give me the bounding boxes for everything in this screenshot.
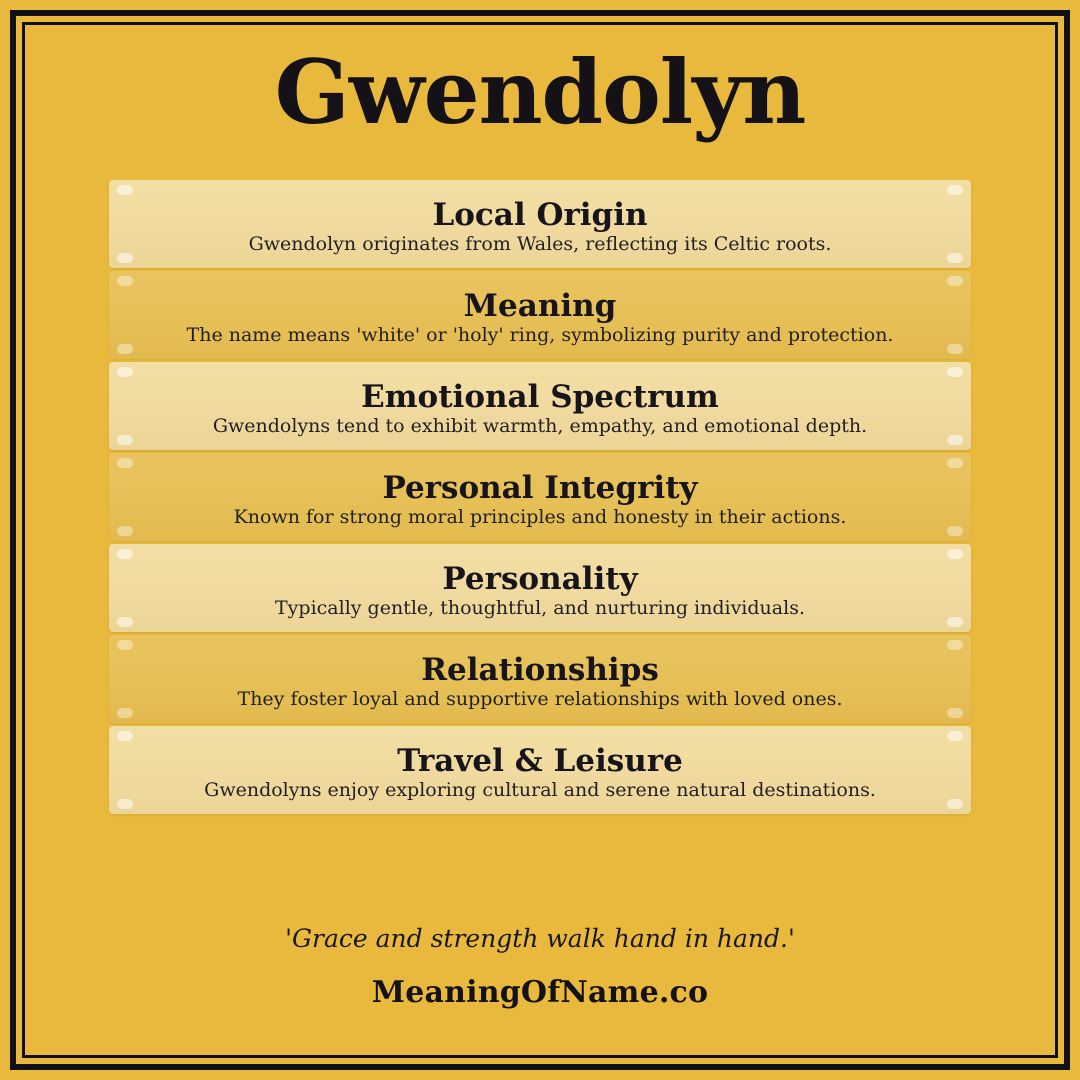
corner-dot-icon	[947, 344, 963, 354]
footer	[34, 924, 1046, 1046]
attribute-description: The name means 'white' or 'holy' ring, symbolizing purity and protection.	[186, 323, 894, 346]
page-title: Gwendolyn	[274, 40, 806, 144]
quote-text: 'Grace and strength walk hand in hand.'	[285, 924, 795, 953]
list-item	[109, 362, 971, 450]
attribute-title: Relationships	[421, 652, 659, 689]
corner-dot-icon	[117, 253, 133, 263]
corner-dot-icon	[947, 435, 963, 445]
corner-dot-icon	[947, 708, 963, 718]
corner-dot-icon	[117, 276, 133, 286]
attribute-title: Emotional Spectrum	[361, 379, 719, 416]
corner-dot-icon	[117, 185, 133, 195]
corner-dot-icon	[947, 799, 963, 809]
corner-dot-icon	[947, 367, 963, 377]
attribute-description: Known for strong moral principles and honesty in their actions.	[233, 505, 847, 528]
corner-dot-icon	[947, 526, 963, 536]
attribute-description: Typically gentle, thoughtful, and nurturing individuals.	[275, 596, 805, 619]
list-item	[109, 271, 971, 359]
corner-dot-icon	[947, 640, 963, 650]
attribute-title: Meaning	[463, 288, 617, 325]
corner-dot-icon	[947, 276, 963, 286]
attribute-description: Gwendolyns enjoy exploring cultural and serene natural destinations.	[204, 778, 876, 801]
corner-dot-icon	[117, 708, 133, 718]
attribute-list	[109, 180, 971, 814]
list-item	[109, 544, 971, 632]
attribute-title: Personality	[442, 561, 638, 598]
corner-dot-icon	[117, 367, 133, 377]
corner-dot-icon	[117, 344, 133, 354]
list-item	[109, 635, 971, 723]
attribute-description: Gwendolyns tend to exhibit warmth, empathy, and emotional depth.	[212, 414, 868, 437]
attribute-title: Travel & Leisure	[397, 743, 683, 780]
corner-dot-icon	[117, 458, 133, 468]
corner-dot-icon	[117, 640, 133, 650]
attribute-description: They foster loyal and supportive relationships with loved ones.	[237, 687, 843, 710]
brand-name: MeaningOfName.co	[371, 975, 709, 1010]
corner-dot-icon	[947, 185, 963, 195]
corner-dot-icon	[117, 799, 133, 809]
corner-dot-icon	[117, 435, 133, 445]
corner-dot-icon	[117, 731, 133, 741]
attribute-description: Gwendolyn originates from Wales, reflecting its Celtic roots.	[248, 232, 832, 255]
corner-dot-icon	[117, 526, 133, 536]
attribute-title: Personal Integrity	[382, 470, 698, 507]
list-item	[109, 726, 971, 814]
list-item	[109, 453, 971, 541]
corner-dot-icon	[117, 549, 133, 559]
corner-dot-icon	[947, 253, 963, 263]
list-item	[109, 180, 971, 268]
corner-dot-icon	[947, 731, 963, 741]
corner-dot-icon	[947, 617, 963, 627]
corner-dot-icon	[947, 549, 963, 559]
corner-dot-icon	[117, 617, 133, 627]
attribute-title: Local Origin	[432, 197, 648, 234]
corner-dot-icon	[947, 458, 963, 468]
card-content	[34, 34, 1046, 1046]
